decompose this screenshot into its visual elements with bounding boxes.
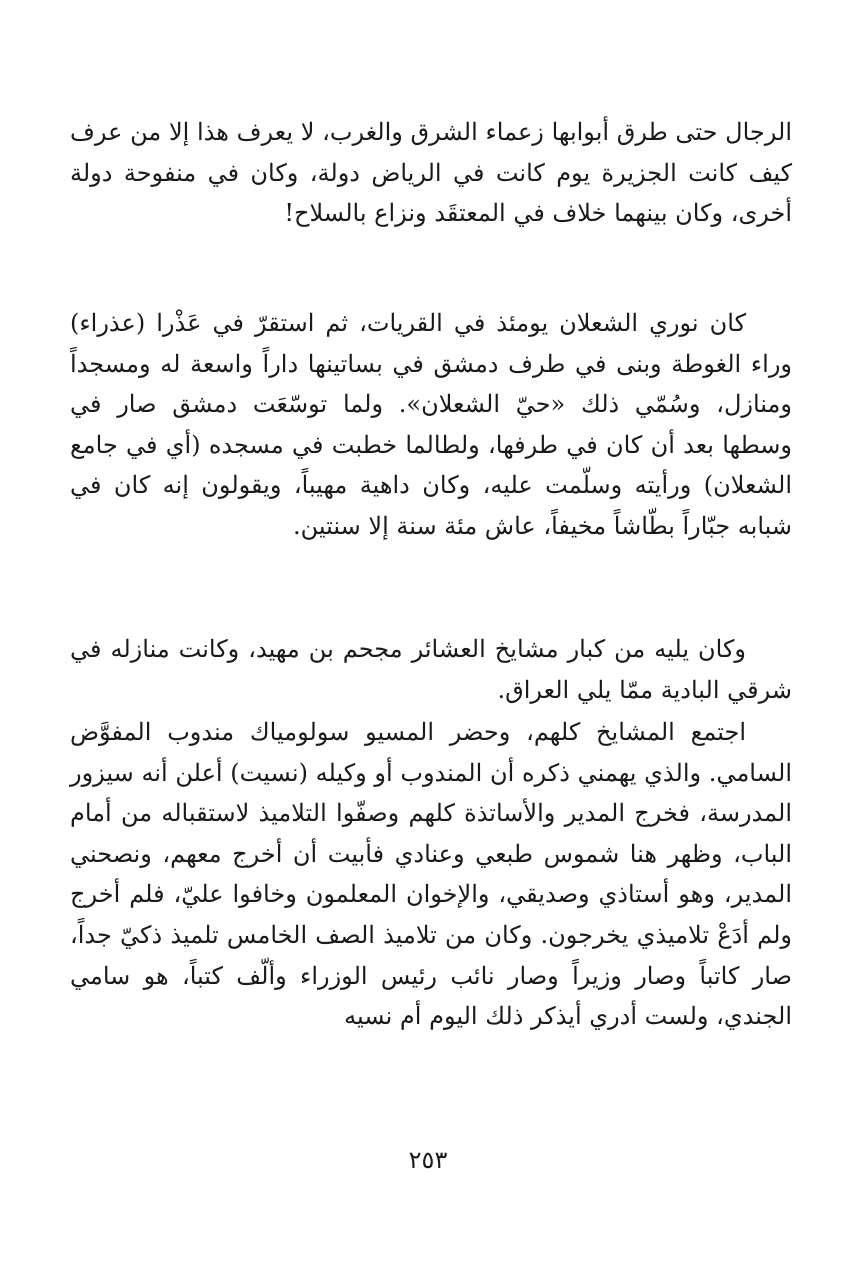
paragraph-1: الرجال حتى طرق أبوابها زعماء الشرق والغرب، لا يعرف هذا إلا من عرف كيف كانت الجزيرة يوم كانت في الرياض دولة، وكان في منفوحة دولة أخرى، وكان بينهما خلاف في المعتقَد ونزاع بالسلاح!	[70, 118, 792, 228]
paragraph-3: وكان يليه من كبار مشايخ العشائر مجحم بن مهيد، وكانت منازله في شرقي البادية ممّا يلي العراق.	[70, 635, 792, 704]
page-number: ٢٥٣	[408, 1146, 448, 1174]
paragraph-2: كان نوري الشعلان يومئذ في القريات، ثم استقرّ في عَذْرا (عذراء) وراء الغوطة وبنى في طرف دمشق في بساتينها داراً واسعة له ومسجداً ومنازل، وسُمّي ذلك «حيّ الشعلان». ولما توسّعَت دمشق صار في وسطها بعد أن كان في طرفها، ولطالما خطبت في مسجده (أي في جامع الشعلان) ورأيته وسلّمت عليه، وكان داهية مهيباً، ويقولون إنه كان في شبابه جبّاراً بطّاشاً مخيفاً، عاش مئة سنة إلا سنتين.	[70, 309, 792, 540]
paragraph-4: اجتمع المشايخ كلهم، وحضر المسيو سولومياك مندوب المفوَّض السامي. والذي يهمني ذكره أن المندوب أو وكيله (نسيت) أعلن أنه سيزور المدرسة، فخرج المدير والأساتذة كلهم وصفّوا التلاميذ لاستقباله من أمام الباب، وظهر هنا شموس طبعي وعنادي فأبيت أن أخرج معهم، ونصحني المدير، وهو أستاذي وصديقي، والإخوان المعلمون وخافوا عليّ، فلم أخرج ولم أدَعْ تلاميذي يخرجون. وكان من تلاميذ الصف الخامس تلميذ ذكيّ جداً، صار كاتباً وصار وزيراً وصار نائب رئيس الوزراء وألّف كتباً، هو سامي الجندي، ولست أدري أيذكر ذلك اليوم أم نسيه	[70, 718, 792, 1031]
